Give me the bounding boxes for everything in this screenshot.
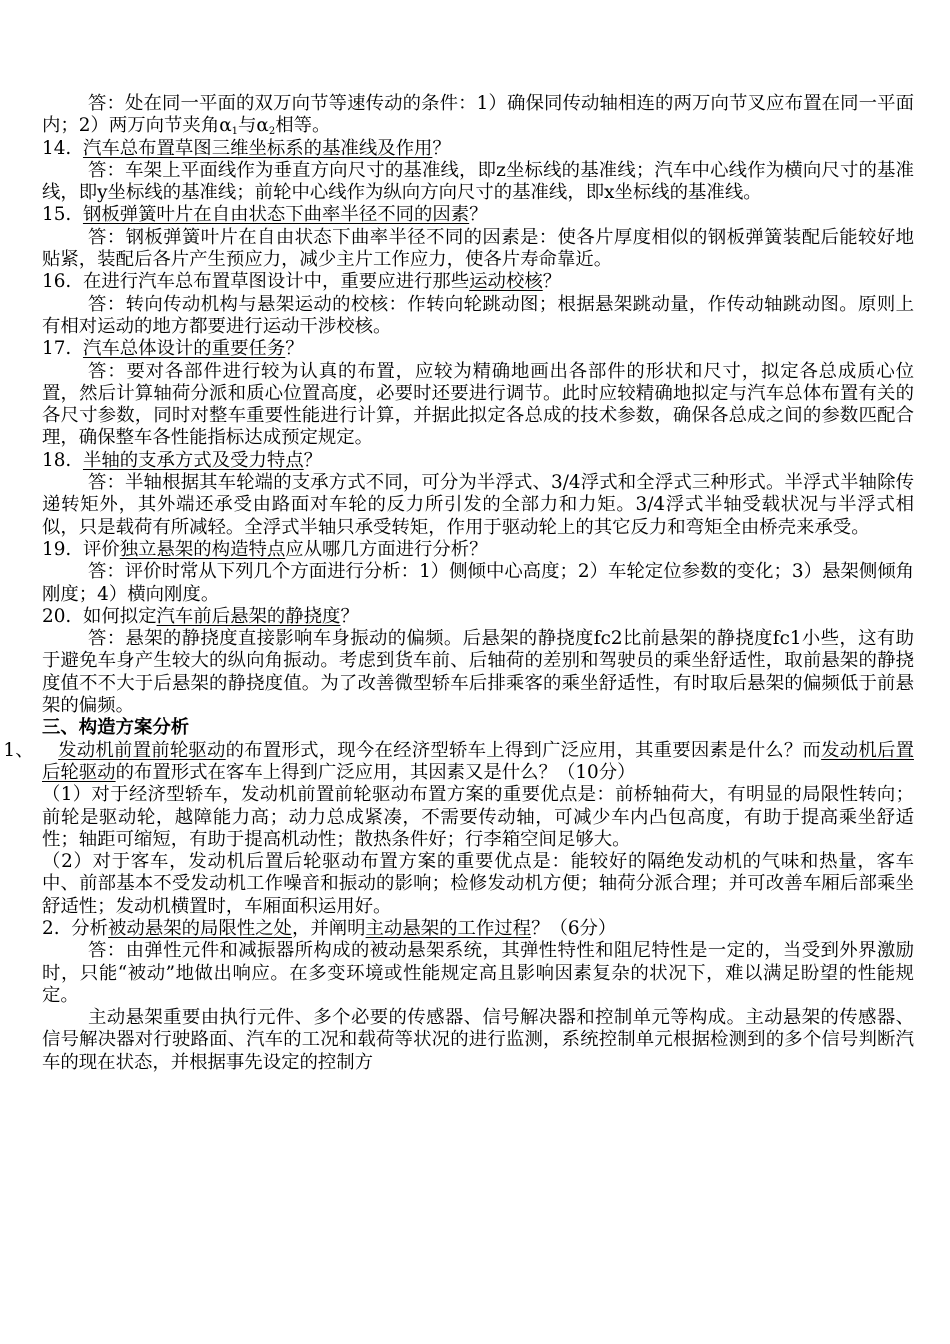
paragraph-a19 (42, 561, 914, 606)
paragraph-a16 (42, 294, 914, 339)
paragraph-q20 (42, 606, 914, 628)
text-run: 1、 (3, 739, 59, 761)
paragraph-q17 (42, 338, 914, 360)
text-run: 20. 如何拟定 (42, 605, 157, 627)
text-run: ，并阐明 (291, 917, 366, 939)
paragraph-s1q (3, 739, 914, 785)
text-run: ？ (285, 338, 304, 360)
document-page (3, 93, 914, 1074)
text-run: 答：评价时常从下列几个方面进行分析：1）侧倾中心高度；2）车轮定位参数的变化；3）悬架侧倾角刚度；4）横向刚度。 (42, 561, 914, 605)
paragraph-s2q (42, 918, 914, 940)
paragraph-q15 (42, 204, 914, 226)
text-run: （2）对于客车，发动机后置后轮驱动布置方案的重要优点是：能较好的隔绝发动机的气味和热量，客车中、前部基本不受发动机工作噪音和振动的影响；检修发动机方便；轴荷分派合理；并可改善车厢后部乘坐舒适性；发动机横置时，车厢面积运用好。 (42, 851, 914, 917)
text-run: 答：车架上平面线作为垂直方向尺寸的基准线，即z坐标线的基准线；汽车中心线作为横向尺寸的基准线，即y坐标线的基准线；前轮中心线作为纵向方向尺寸的基准线，即x坐标线的基准线。 (42, 159, 914, 204)
underlined-term: 发动机前置前轮驱动 (58, 739, 226, 761)
text-run: 的布置形式在客车上得到广泛应用，其因素又是什么？（10分） (115, 761, 636, 783)
text-run: 答：转向传动机构与悬架运动的校核：作转向轮跳动图；根据悬架跳动量，作传动轴跳动图。原则上有相对运动的地方都要进行运动干涉校核。 (42, 293, 914, 337)
text-run: ？ (340, 605, 359, 627)
underlined-term: 主动悬架的工作过程 (365, 917, 532, 939)
paragraph-s2a1 (42, 940, 914, 1007)
text-run: 答：由弹性元件和减振器所构成的被动悬架系统，其弹性特性和阻尼特性是一定的，当受到外界激励时，只能“被动”地做出响应。在多变环境或性能规定高且影响因素复杂的状况下，难以满足盼望的性能规定。 (42, 940, 914, 1006)
text-run: 答：钢板弹簧叶片在自由状态下曲率半径不同的因素是：使各片厚度相似的钢板弹簧装配后能较好地贴紧，装配后各片产生预应力，减少主片工作应力，使各片寿命靠近。 (42, 226, 914, 271)
paragraph-q16 (42, 271, 914, 293)
text-run: ？ (542, 271, 562, 293)
text-run: 三、构造方案分析 (42, 717, 190, 739)
text-run: ？（6分） (531, 917, 617, 939)
paragraph-a14 (42, 160, 914, 205)
subscript: 2 (268, 126, 276, 138)
underlined-term: 半轴的支承方式及受力特点 (82, 449, 304, 471)
underlined-term: 独立悬架的构造特点 (119, 538, 286, 560)
paragraph-a13 (42, 93, 914, 138)
text-run: 应从哪几方面进行分析？ (285, 538, 488, 560)
text-run: 19. 评价 (42, 538, 120, 560)
text-run: 的布置形式，现今在经济型轿车上得到广泛应用，其重要因素是什么？而 (225, 739, 822, 761)
paragraph-a17 (42, 361, 914, 450)
text-run: 与α (238, 115, 269, 137)
underlined-term: 汽车总布置草图三维坐标系的基准线及作用 (82, 137, 433, 159)
underlined-term: 发动机后置后轮驱动 (42, 739, 914, 783)
text-run: 主动悬架重要由执行元件、多个必要的传感器、信号解决器和控制单元等构成。主动悬架的传感器、信号解决器对行驶路面、汽车的工况和载荷等状况的进行监测，系统控制单元根据检测到的多个信号判断汽车的现在状态，并根据事先设定的控制方 (42, 1007, 914, 1073)
paragraph-sec3 (42, 717, 914, 739)
paragraph-a18 (42, 472, 914, 539)
text-run: ？ (432, 137, 451, 159)
paragraph-s1a1 (42, 784, 914, 851)
text-run: 2. 分析 (42, 917, 109, 939)
underlined-term: 运动校核 (469, 271, 543, 293)
underlined-term: 汽车前后悬架的静挠度 (156, 605, 341, 627)
paragraph-q19 (42, 539, 914, 561)
text-run: 答：处在同一平面的双万向节等速传动的条件：1）确保同传动轴相连的两万向节叉应布置在同一平面内；2）两万向节夹角α (42, 93, 914, 137)
underlined-term: 被动悬架的局限性之处 (108, 917, 292, 939)
paragraph-q18 (42, 450, 914, 472)
subscript: 1 (231, 126, 239, 138)
text-run: 相等。 (275, 115, 331, 137)
text-run: （1）对于经济型轿车，发动机前置前轮驱动布置方案的重要优点是：前桥轴荷大，有明显的局限性转向；前轮是驱动轮，越障能力高；动力总成紧凑，不需要传动轴，可减少车内凸包高度，有助于提高乘坐舒适性；轴距可缩短，有助于提高机动性；散热条件好；行李箱空间足够大。 (42, 784, 914, 850)
text-run: ？ (303, 449, 323, 471)
paragraph-q14 (42, 138, 914, 160)
text-run: 答：半轴根据其车轮端的支承方式不同，可分为半浮式、3/4浮式和全浮式三种形式。半浮式半轴除传递转矩外，其外端还承受由路面对车轮的反力所引发的全部力和力矩。3/4浮式半轴受载状况与半浮式相似，只是载荷有所减轻。全浮式半轴只承受转矩，作用于驱动轮上的其它反力和弯矩全由桥壳来承受。 (42, 472, 914, 538)
text-run: 15. (42, 204, 83, 226)
paragraph-s2a2 (42, 1007, 914, 1074)
text-run: ？ (469, 204, 488, 226)
text-run: 16. 在进行汽车总布置草图设计中，重要应进行那些 (42, 271, 470, 293)
text-run: 17. (42, 338, 83, 360)
text-run: 14. (42, 137, 83, 159)
underlined-term: 钢板弹簧叶片在自由状态下曲率半径不同的因素 (82, 204, 470, 226)
underlined-term: 汽车总体设计的重要任务 (82, 338, 286, 360)
text-run: 答：悬架的静挠度直接影响车身振动的偏频。后悬架的静挠度fc2比前悬架的静挠度fc1小些，这有助于避免车身产生较大的纵向角振动。考虑到货车前、后轴荷的差别和驾驶员的乘坐舒适性，取前悬架的静挠度值不不大于后悬架的静挠度值。为了改善微型轿车后排乘客的乘坐舒适性，有时取后悬架的偏频低于前悬架的偏频。 (42, 628, 914, 717)
text-run: 答：要对各部件进行较为认真的布置，应较为精确地画出各部件的形状和尺寸，拟定各总成质心位置，然后计算轴荷分派和质心位置高度，必要时还要进行调节。此时应较精确地拟定与汽车总体布置有关的各尺寸参数，同时对整车重要性能进行计算，并据此拟定各总成的技术参数，确保各总成之间的参数匹配合理，确保整车各性能指标达成预定规定。 (42, 360, 914, 449)
paragraph-a15 (42, 227, 914, 272)
paragraph-s1a2 (42, 851, 914, 918)
paragraph-a20 (42, 628, 914, 717)
text-run: 18. (42, 449, 83, 471)
